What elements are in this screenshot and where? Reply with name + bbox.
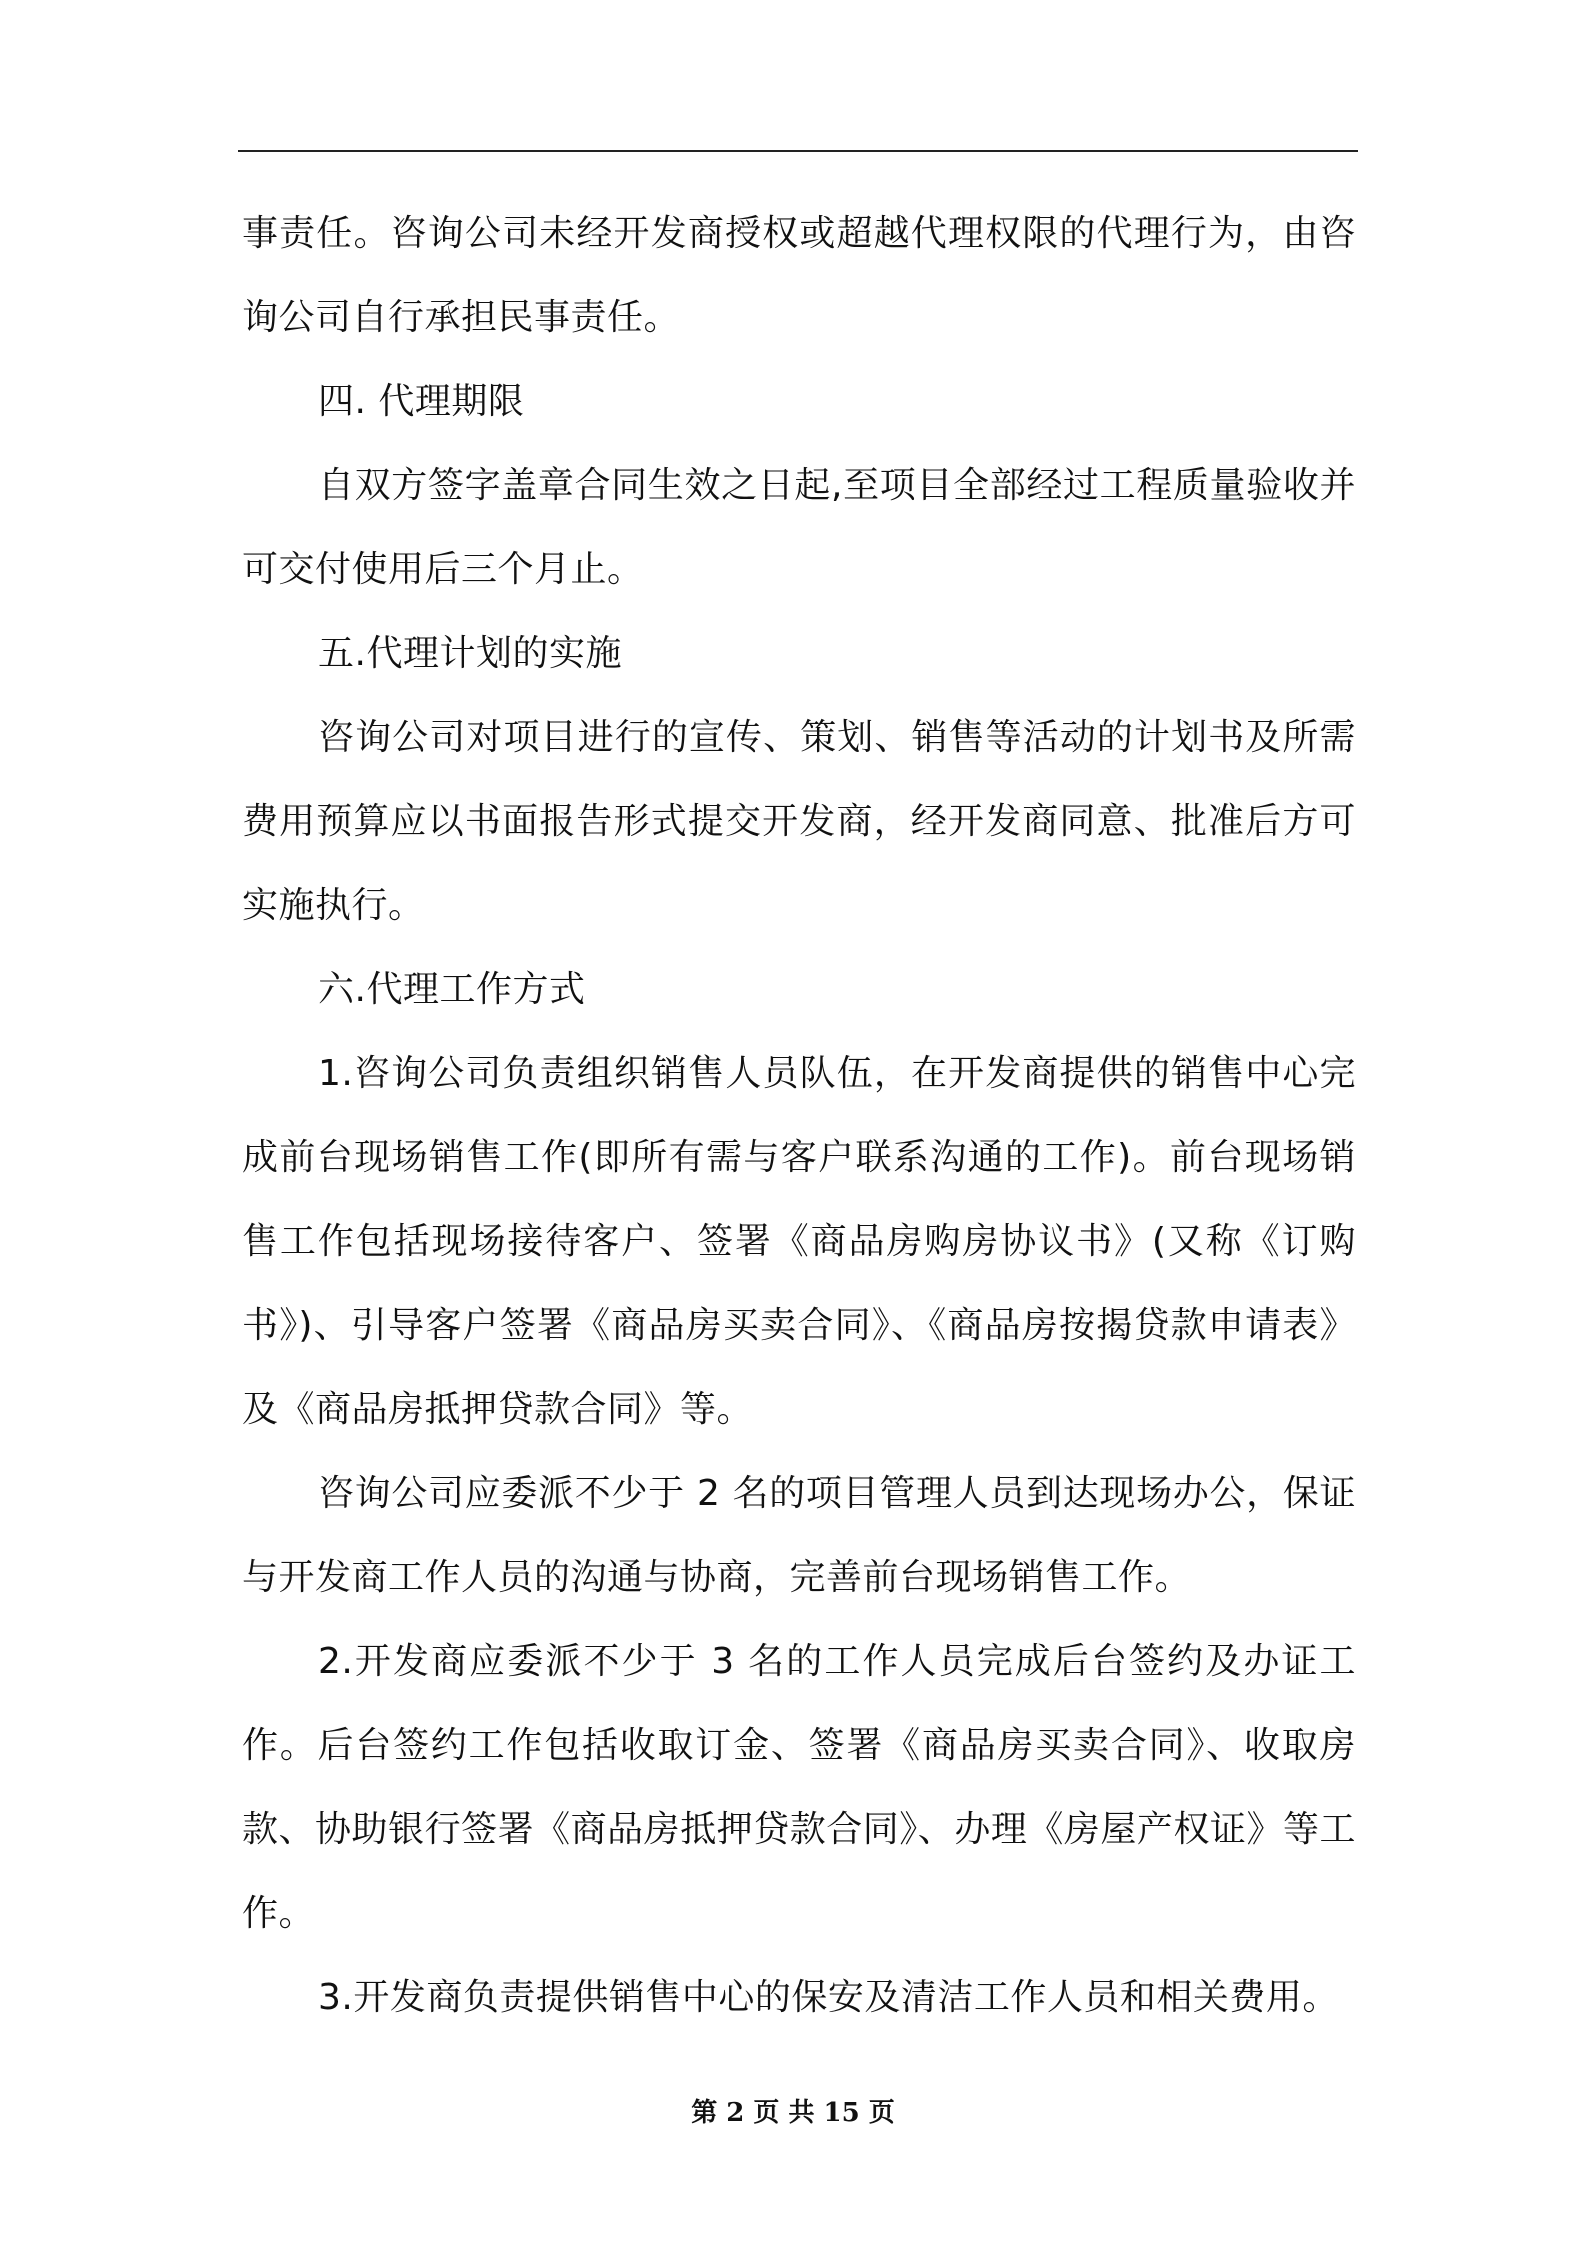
section-heading-plan: 五.代理计划的实施 xyxy=(318,633,622,674)
paragraph-method-1: 1.咨询公司负责组织销售人员队伍，在开发商提供的销售中心完成前台现场销售工作(即所有需与客户联系沟通的工作)。前台现场销售工作包括现场接待客户、签署《商品房购房协议书》(又称《订购书》)、引导客户签署《商品房买卖合同》、《商品房按揭贷款申请表》及《商品房抵押贷款合同》等。 xyxy=(242,1053,1356,1430)
paragraph-term: 自双方签字盖章合同生效之日起,至项目全部经过工程质量验收并可交付使用后三个月止。 xyxy=(242,465,1356,590)
section-heading-method: 六.代理工作方式 xyxy=(318,969,586,1010)
paragraph-method-staff: 咨询公司应委派不少于 2 名的项目管理人员到达现场办公，保证与开发商工作人员的沟通与协商，完善前台现场销售工作。 xyxy=(242,1473,1356,1598)
paragraph-method-2: 2.开发商应委派不少于 3 名的工作人员完成后台签约及办证工作。后台签约工作包括收取订金、签署《商品房买卖合同》、收取房款、协助银行签署《商品房抵押贷款合同》、办理《房屋产权证》等工作。 xyxy=(242,1641,1356,1934)
page-number-footer: 第 2 页 共 15 页 xyxy=(691,2098,895,2128)
paragraph-plan: 咨询公司对项目进行的宣传、策划、销售等活动的计划书及所需费用预算应以书面报告形式提交开发商，经开发商同意、批准后方可实施执行。 xyxy=(242,717,1356,926)
body-text xyxy=(242,192,1356,2040)
section-heading-term: 四. 代理期限 xyxy=(318,381,525,422)
paragraph-1: 事责任。咨询公司未经开发商授权或超越代理权限的代理行为，由咨询公司自行承担民事责任。 xyxy=(242,213,1356,338)
paragraph-method-3: 3.开发商负责提供销售中心的保安及清洁工作人员和相关费用。 xyxy=(318,1977,1339,2018)
header-rule xyxy=(238,150,1358,152)
